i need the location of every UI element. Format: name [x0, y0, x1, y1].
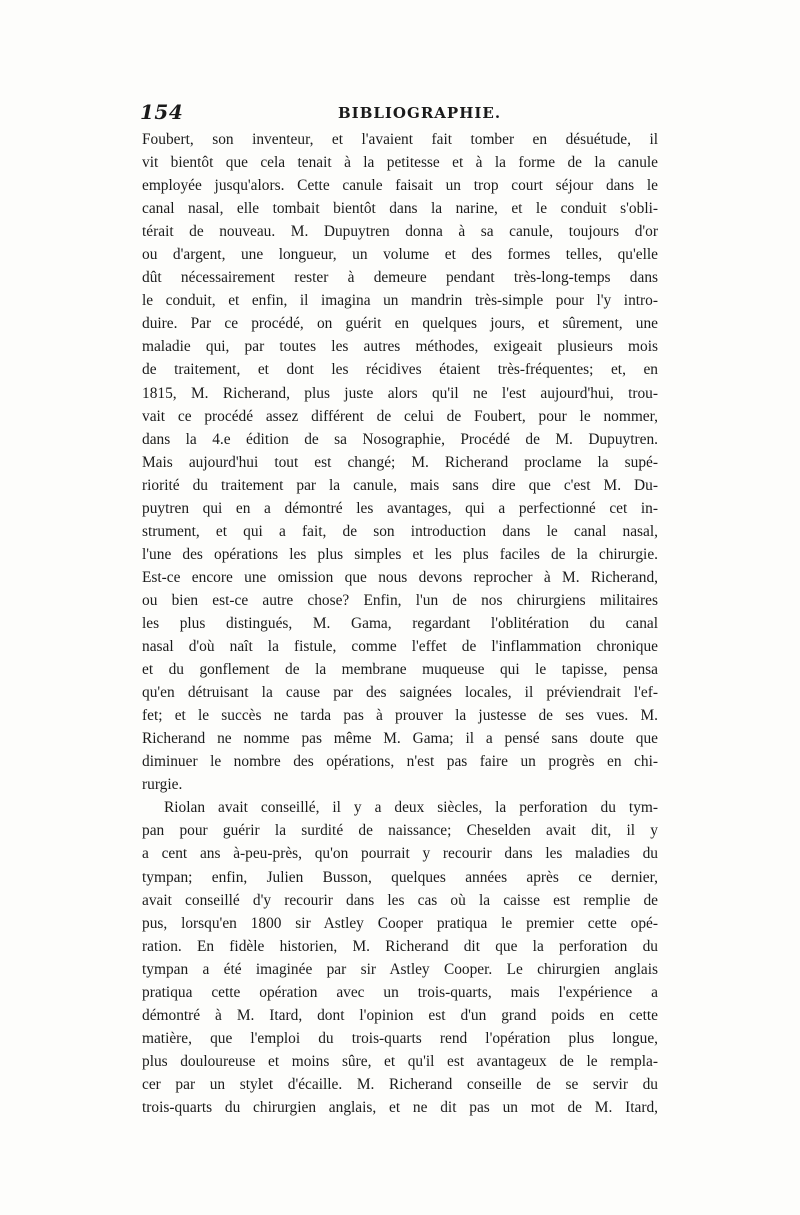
text-line: ration. En fidèle historien, M. Richerand dit que la perforation du: [142, 937, 658, 955]
text-line: pan pour guérir la surdité de naissance; Cheselden avait dit, il y: [142, 822, 658, 840]
text-line: cer par un stylet d'écaille. M. Richerand conseille de se servir du: [142, 1075, 658, 1093]
text-line: Richerand ne nomme pas même M. Gama; il a pensé sans doute que: [142, 730, 658, 748]
text-line: tympan a été imaginée par sir Astley Cooper. Le chirurgien anglais: [142, 960, 658, 978]
text-line: de traitement, et dont les récidives étaient très-fréquentes; et, en: [142, 361, 658, 379]
text-line: l'une des opérations les plus simples et les plus faciles de la chirurgie.: [142, 545, 658, 563]
text-line: démontré à M. Itard, dont l'opinion est d'un grand poids en cette: [142, 1006, 658, 1024]
text-line: tympan; enfin, Julien Busson, quelques années après ce dernier,: [142, 868, 658, 886]
text-line: dans la 4.e édition de sa Nosographie, Procédé de M. Dupuytren.: [142, 430, 658, 448]
text-line: les plus distingués, M. Gama, regardant l'oblitération du canal: [142, 614, 658, 632]
text-line: ou bien est-ce autre chose? Enfin, l'un de nos chirurgiens militaires: [142, 591, 658, 609]
text-line: avait conseillé d'y recourir dans les cas où la caisse est remplie de: [142, 891, 658, 909]
text-line: trois-quarts du chirurgien anglais, et ne dit pas un mot de M. Itard,: [142, 1098, 658, 1116]
running-title: BIBLIOGRAPHIE.: [338, 104, 502, 122]
text-line: dût nécessairement rester à demeure pendant très-long-temps dans: [142, 269, 658, 287]
text-line: qu'en détruisant la cause par des saignées locales, il préviendrait l'ef-: [142, 684, 658, 702]
text-line: vait ce procédé assez différent de celui de Foubert, pour le nommer,: [142, 407, 658, 425]
text-line: puytren qui en a démontré les avantages, qui a perfectionné cet in-: [142, 499, 658, 517]
text-line: diminuer le nombre des opérations, n'est pas faire un progrès en chi-: [142, 753, 658, 771]
text-line: térait de nouveau. M. Dupuytren donna à sa canule, toujours d'or: [142, 223, 658, 241]
text-line: Foubert, son inventeur, et l'avaient fait tomber en désuétude, il: [142, 131, 658, 148]
paragraph-end-line: rurgie.: [142, 776, 183, 794]
text-line: et du gonflement de la membrane muqueuse qui le tapisse, pensa: [142, 661, 658, 679]
text-line: vit bientôt que cela tenait à la petitesse et à la forme de la canule: [142, 154, 658, 172]
page-header: [140, 100, 660, 124]
text-line: riorité du traitement par la canule, mais sans dire que c'est M. Du-: [142, 476, 658, 494]
text-line: le conduit, et enfin, il imagina un mandrin très-simple pour l'y intro-: [142, 292, 658, 310]
text-line: pus, lorsqu'en 1800 sir Astley Cooper pratiqua le premier cette opé-: [142, 914, 658, 932]
text-line: fet; et le succès ne tarda pas à prouver la justesse de ses vues. M.: [142, 707, 658, 725]
text-line: employée jusqu'alors. Cette canule faisait un trop court séjour dans le: [142, 177, 658, 195]
text-line: Mais aujourd'hui tout est changé; M. Richerand proclame la supé-: [142, 453, 658, 471]
text-line: pratiqua cette opération avec un trois-quarts, mais l'expérience a: [142, 983, 658, 1001]
text-line: Est-ce encore une omission que nous devons reprocher à M. Richerand,: [142, 568, 658, 586]
text-line: a cent ans à-peu-près, qu'on pourrait y recourir dans les maladies du: [142, 845, 658, 863]
text-line: duire. Par ce procédé, on guérit en quelques jours, et sûrement, une: [142, 315, 658, 333]
page-number: 154: [140, 100, 184, 124]
text-line: matière, que l'emploi du trois-quarts rend l'opération plus longue,: [142, 1029, 658, 1047]
body-text: [142, 128, 658, 1119]
paragraph-start-line: Riolan avait conseillé, il y a deux siècles, la perforation du tym-: [164, 799, 658, 817]
text-line: strument, et qui a fait, de son introduction dans le canal nasal,: [142, 522, 658, 540]
text-line: 1815, M. Richerand, plus juste alors qu'il ne l'est aujourd'hui, trou-: [142, 384, 658, 402]
text-line: maladie qui, par toutes les autres méthodes, exigeait plusieurs mois: [142, 338, 658, 356]
text-line: ou d'argent, une longueur, un volume et des formes telles, qu'elle: [142, 246, 658, 264]
text-line: nasal d'où naît la fistule, comme l'effet de l'inflammation chronique: [142, 638, 658, 656]
text-line: plus douloureuse et moins sûre, et qu'il est avantageux de le rempla-: [142, 1052, 658, 1070]
text-line: canal nasal, elle tombait bientôt dans la narine, et le conduit s'obli-: [142, 200, 658, 218]
